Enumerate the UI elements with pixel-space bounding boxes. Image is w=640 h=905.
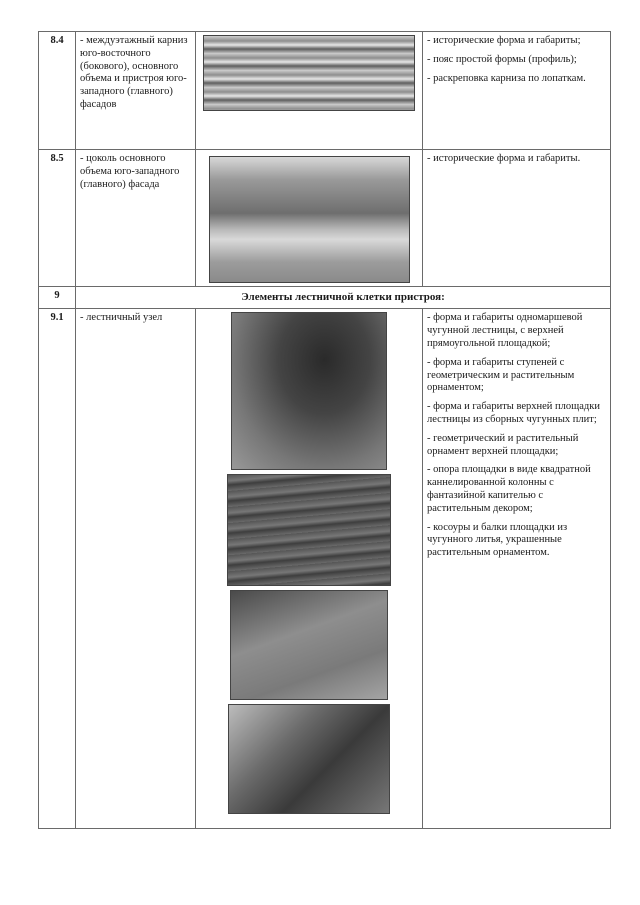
staircase-photo — [231, 312, 387, 470]
description-item: - форма и габариты одномаршевой чугунной лестницы, с верхней прямоугольной площадкой; — [427, 312, 583, 349]
steps-photo — [230, 590, 388, 700]
row-number: 8.4 — [39, 32, 76, 150]
section-number: 9 — [39, 287, 76, 309]
photo-cell — [196, 32, 423, 150]
section-title: Элементы лестничной клетки пристроя: — [76, 287, 611, 309]
description-item: - косоуры и балки площадки из чугунного литья, украшенные растительным орнаментом. — [427, 521, 568, 559]
description-item: - геометрический и растительный орнамент верхней площадки; — [427, 432, 579, 457]
element-name: - лестничный узел — [80, 312, 163, 324]
plinth-photo — [209, 156, 410, 283]
description-item: - исторические форма и габариты. — [427, 153, 581, 164]
description-item: - форма и габариты ступеней с геометрическим и растительным орнаментом; — [427, 356, 575, 394]
description-cell — [423, 309, 611, 829]
table-row — [39, 309, 611, 829]
description-item: - опора площадки в виде квадратной каннелированной колонны с фантазийной капителью с растительным декором; — [427, 464, 591, 514]
description-item: - пояс простой формы (профиль); — [427, 53, 577, 65]
element-name: - междуэтажный карниз юго-восточного (бокового), основного объема и пристроя юго-западного (главного) фасадов — [80, 35, 188, 110]
row-number: 9.1 — [39, 309, 76, 829]
section-header-row — [39, 287, 611, 309]
description-item: - раскреповка карниза по лопаткам. — [427, 72, 586, 84]
photo-cell — [196, 309, 423, 829]
column-photo — [228, 704, 390, 814]
photo-cell — [196, 150, 423, 287]
description-item: - исторические форма и габариты; — [427, 35, 581, 46]
element-name: - цоколь основного объема юго-западного (главного) фасада — [80, 153, 180, 190]
row-number: 8.5 — [39, 150, 76, 287]
description-item: - форма и габариты верхней площадки лестницы из сборных чугунных плит; — [427, 401, 600, 425]
table-row — [39, 32, 611, 150]
element-name-cell — [76, 150, 196, 287]
element-name-cell — [76, 32, 196, 150]
description-cell — [423, 32, 611, 150]
heritage-elements-table — [38, 31, 611, 829]
cornice-photo — [203, 35, 415, 111]
landing-photo — [227, 474, 391, 586]
table-row — [39, 150, 611, 287]
element-name-cell — [76, 309, 196, 829]
description-cell — [423, 150, 611, 287]
